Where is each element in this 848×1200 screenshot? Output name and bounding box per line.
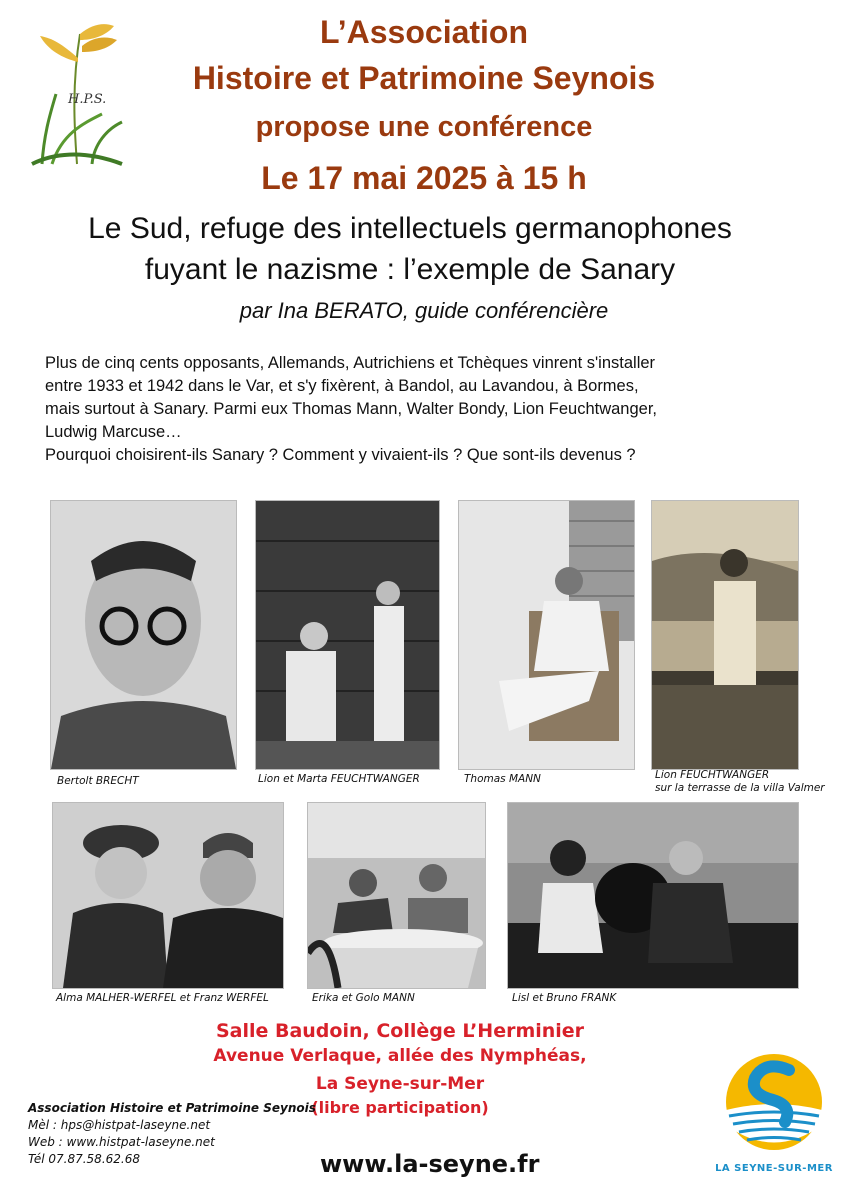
contact-email[interactable]: Mèl : hps@histpat-laseyne.net (28, 1118, 211, 1132)
photo-frank (507, 802, 799, 989)
event-date: Le 17 mai 2025 à 15 h (261, 160, 587, 196)
caption-erika-golo: Erika et Golo MANN (312, 992, 415, 1004)
description-line: mais surtout à Sanary. Parmi eux Thomas Mann, Walter Bondy, Lion Feuchtwanger, (45, 400, 658, 418)
description-line: Ludwig Marcuse… (45, 423, 182, 441)
caption-feuchtwanger-terrace (655, 769, 825, 795)
description-line: Pourquoi choisirent-ils Sanary ? Comment y vivaient-ils ? Que sont-ils devenus ? (45, 446, 636, 464)
contact-phone: Tél 07.87.58.62.68 (28, 1152, 140, 1166)
venue-line1: Salle Baudoin, Collège L’Herminier (215, 1020, 585, 1042)
venue-line4: (libre participation) (311, 1098, 489, 1117)
photo-werfel (52, 802, 284, 989)
venue-line3: La Seyne-sur-Mer (315, 1074, 485, 1094)
venue-line2: Avenue Verlaque, allée des Nymphéas, (213, 1046, 587, 1066)
city-logo-icon (715, 1050, 833, 1160)
contact-name: Association Histoire et Patrimoine Seynois (28, 1101, 316, 1115)
photo-feuchtwanger-couple (255, 500, 440, 770)
header-line-propose: propose une conférence (255, 111, 593, 143)
description-line: entre 1933 et 1942 dans le Var, et s'y fixèrent, à Bandol, au Lavandou, à Bormes, (45, 377, 639, 395)
photo-brecht (50, 500, 237, 770)
photo-feuchtwanger-terrace (651, 500, 799, 770)
description-line: Plus de cinq cents opposants, Allemands, Autrichiens et Tchèques vinrent s'installer (45, 354, 656, 372)
city-logo-text: LA SEYNE-SUR-MER (715, 1163, 833, 1174)
city-logo (715, 1050, 833, 1182)
photo-erika-golo (307, 802, 486, 989)
contact-block (28, 1100, 328, 1168)
website-link[interactable]: www.la-seyne.fr (320, 1150, 540, 1178)
logo-text: H.P.S. (68, 92, 107, 107)
talk-title-line1: Le Sud, refuge des intellectuels germanophones (88, 212, 732, 245)
talk-title-line2: fuyant le nazisme : l’exemple de Sanary (144, 253, 676, 286)
caption-feuchtwanger-couple: Lion et Marta FEUCHTWANGER (258, 773, 420, 785)
header-line-organisation: Histoire et Patrimoine Seynois (192, 60, 656, 96)
description (45, 352, 835, 467)
photo-thomas-mann (458, 500, 635, 770)
caption-frank: Lisl et Bruno FRANK (512, 992, 617, 1004)
caption-werfel: Alma MALHER-WERFEL et Franz WERFEL (56, 992, 269, 1004)
speaker: par Ina BERATO, guide conférencière (239, 298, 609, 323)
caption-line: Lion FEUCHTWANGER (655, 769, 770, 781)
caption-thomas-mann: Thomas MANN (464, 773, 541, 785)
caption-line: sur la terrasse de la villa Valmer (655, 782, 825, 794)
caption-brecht: Bertolt BRECHT (57, 775, 139, 787)
header-line-association: L’Association (319, 14, 529, 50)
contact-web[interactable]: Web : www.histpat-laseyne.net (28, 1135, 215, 1149)
